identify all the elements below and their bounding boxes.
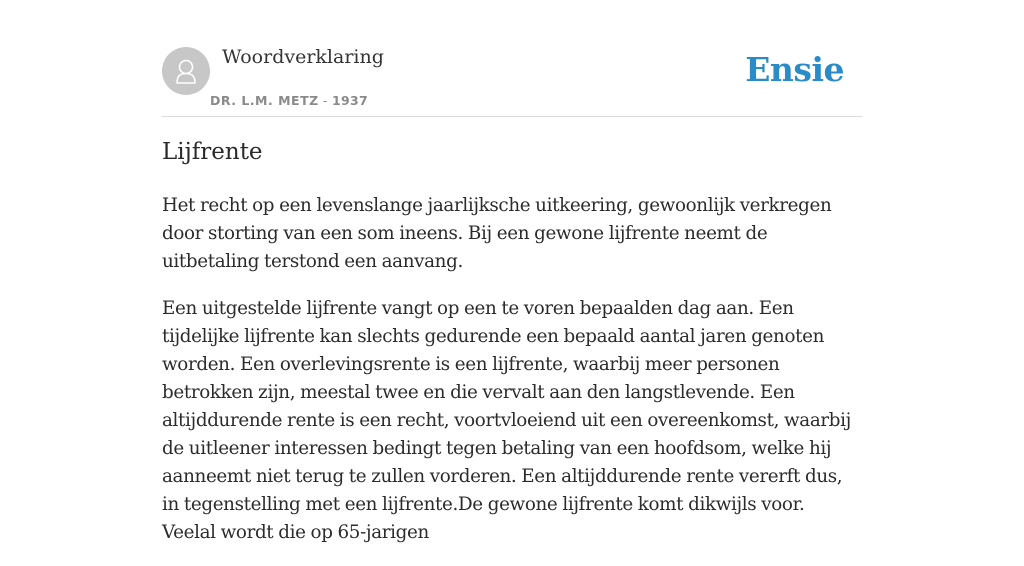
author-avatar[interactable] xyxy=(162,47,210,95)
entry-paragraph: Een uitgestelde lijfrente vangt op een te voren bepaalden dag aan. Een tijdelijke lijfrente kan slechts gedurende een bepaald aantal jaren genoten worden. Een overlevingsrente is een lijfrente, waarbij meer personen betrokken zijn, meestal twee en die vervalt aan den langstlevende. Een altijddurende rente is een recht, voortvloeiend uit een overeenkomst, waarbij de uitleener interessen bedingt tegen betaling van een hoofdsom, welke hij aanneemt niet terug te zullen vorderen. Een altijddurende rente vererft dus, in tegenstelling met een lijfrente.De gewone lijfrente komt dikwijls voor. Veelal wordt die op 65-jarigen xyxy=(162,298,851,543)
entry-title: Lijfrente xyxy=(162,139,263,165)
user-icon xyxy=(162,47,210,95)
source-header xyxy=(162,0,862,117)
source-author[interactable]: DR. L.M. METZ xyxy=(210,93,319,108)
source-year: 1937 xyxy=(332,93,369,108)
meta-separator: - xyxy=(318,93,333,108)
source-meta xyxy=(210,93,368,108)
brand-logo[interactable]: Ensie xyxy=(745,50,844,89)
source-title[interactable]: Woordverklaring xyxy=(222,46,384,68)
entry-body xyxy=(162,192,862,566)
entry-paragraph: Het recht op een levenslange jaarlijksche uitkeering, gewoonlijk verkregen door storting van een som ineens. Bij een gewone lijfrente neemt de uitbetaling terstond een aanvang. xyxy=(162,195,832,272)
